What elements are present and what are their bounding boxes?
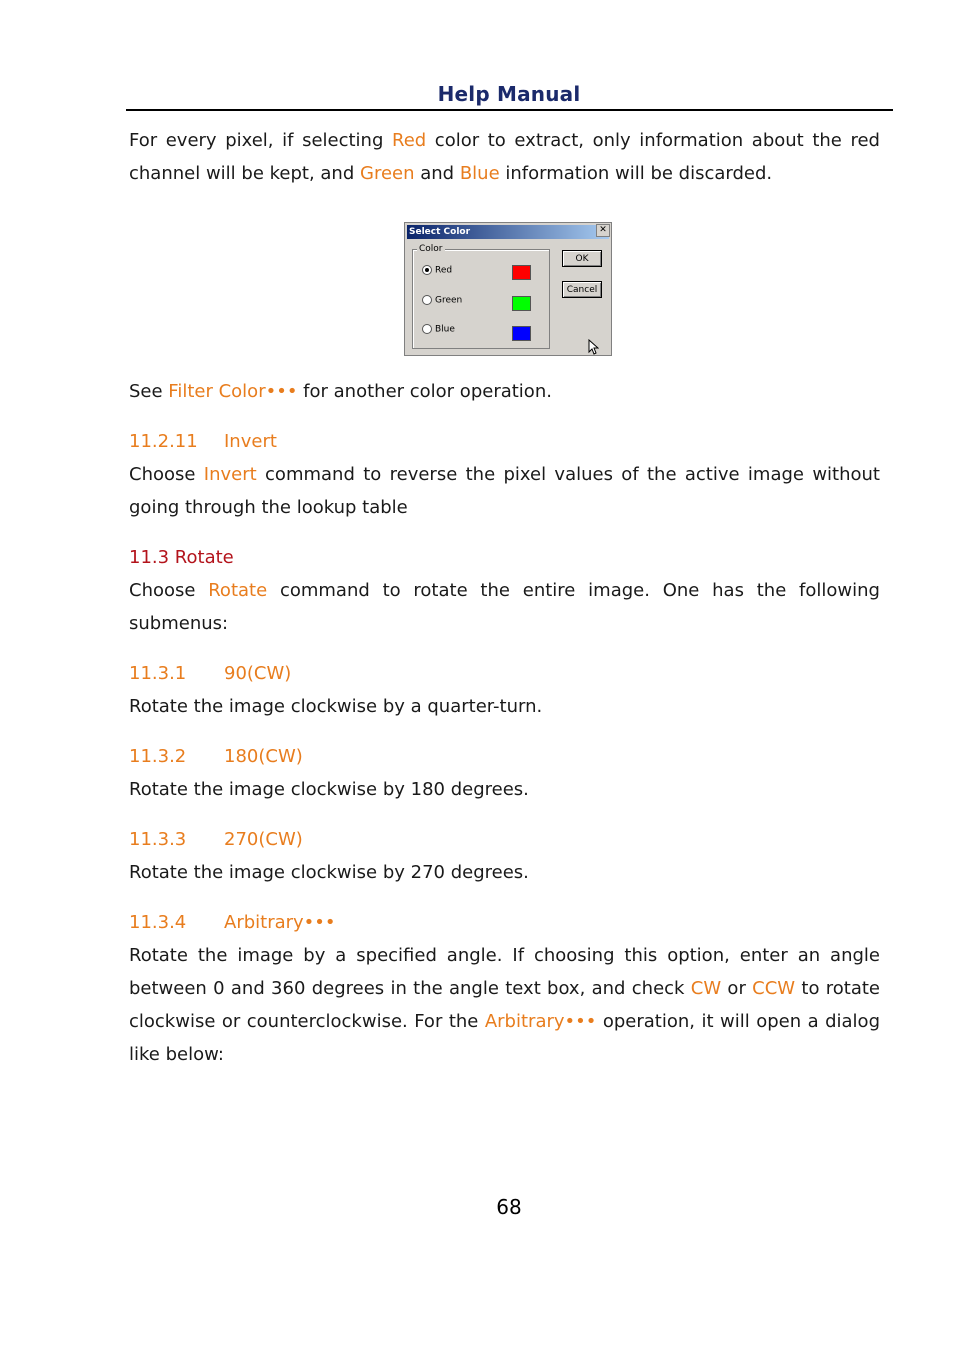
- ok-button[interactable]: OK: [562, 250, 602, 267]
- rotate-90-heading: 11.3.1 90(CW): [129, 663, 292, 684]
- dialog-title-bar: Select Color: [407, 225, 609, 239]
- invert-term: Invert: [203, 464, 257, 485]
- page-number: 68: [496, 1195, 522, 1219]
- invert-heading: 11.2.11 Invert: [129, 431, 277, 452]
- red-term: Red: [392, 130, 427, 151]
- color-group-label: Color: [419, 244, 443, 254]
- rotate-arbitrary-paragraph: Rotate the image by a specified angle. If choosing this option, enter an angle between 0 and 360 degrees in the angle text box, and check CW or CCW to rotate clockwise or counterclockwise. For the Arbitrary••• operation, it will open a dialog like below:: [129, 945, 880, 1065]
- rotate-90-paragraph: Rotate the image clockwise by a quarter-turn.: [129, 696, 543, 717]
- cw-term: CW: [690, 978, 722, 999]
- rotate-180-paragraph: Rotate the image clockwise by 180 degrees.: [129, 779, 529, 800]
- rotate-heading: 11.3 Rotate: [129, 547, 234, 568]
- header-title: Help Manual: [437, 82, 581, 106]
- rotate-180-heading: 11.3.2 180(CW): [129, 746, 303, 767]
- rotate-term: Rotate: [208, 580, 268, 601]
- dialog-figure: [129, 190, 880, 358]
- red-swatch: [512, 265, 531, 280]
- radio-unchecked-icon[interactable]: [422, 324, 432, 334]
- radio-checked-icon[interactable]: [422, 265, 432, 275]
- radio-blue[interactable]: Blue: [422, 324, 455, 336]
- blue-term: Blue: [459, 163, 500, 184]
- arbitrary-link[interactable]: Arbitrary•••: [484, 1011, 597, 1032]
- header-rule: [126, 109, 893, 111]
- radio-unchecked-icon[interactable]: [422, 295, 432, 305]
- rotate-arbitrary-heading: 11.3.4 Arbitrary•••: [129, 912, 336, 933]
- filter-color-link[interactable]: Filter Color•••: [168, 381, 298, 402]
- green-term: Green: [360, 163, 415, 184]
- blue-swatch: [512, 326, 531, 341]
- rotate-paragraph: Choose Rotate command to rotate the entire image. One has the following submenus:: [129, 580, 880, 634]
- green-swatch: [512, 296, 531, 311]
- select-color-dialog: [404, 222, 612, 356]
- mouse-pointer-icon: [588, 339, 599, 355]
- invert-paragraph: Choose Invert command to reverse the pixel values of the active image without going through the lookup table: [129, 464, 880, 518]
- rotate-270-paragraph: Rotate the image clockwise by 270 degrees.: [129, 862, 529, 883]
- page-content: [129, 124, 880, 1071]
- cancel-button[interactable]: Cancel: [562, 281, 602, 298]
- rotate-270-heading: 11.3.3 270(CW): [129, 829, 303, 850]
- close-icon[interactable]: ✕: [596, 224, 610, 237]
- intro-paragraph: For every pixel, if selecting Red color to extract, only information about the red channel will be kept, and Green and Blue information will be discarded.: [129, 130, 880, 184]
- radio-red[interactable]: Red: [422, 265, 452, 277]
- ccw-term: CCW: [752, 978, 796, 999]
- radio-green[interactable]: Green: [422, 295, 462, 307]
- see-also-paragraph: See Filter Color••• for another color operation.: [129, 381, 552, 402]
